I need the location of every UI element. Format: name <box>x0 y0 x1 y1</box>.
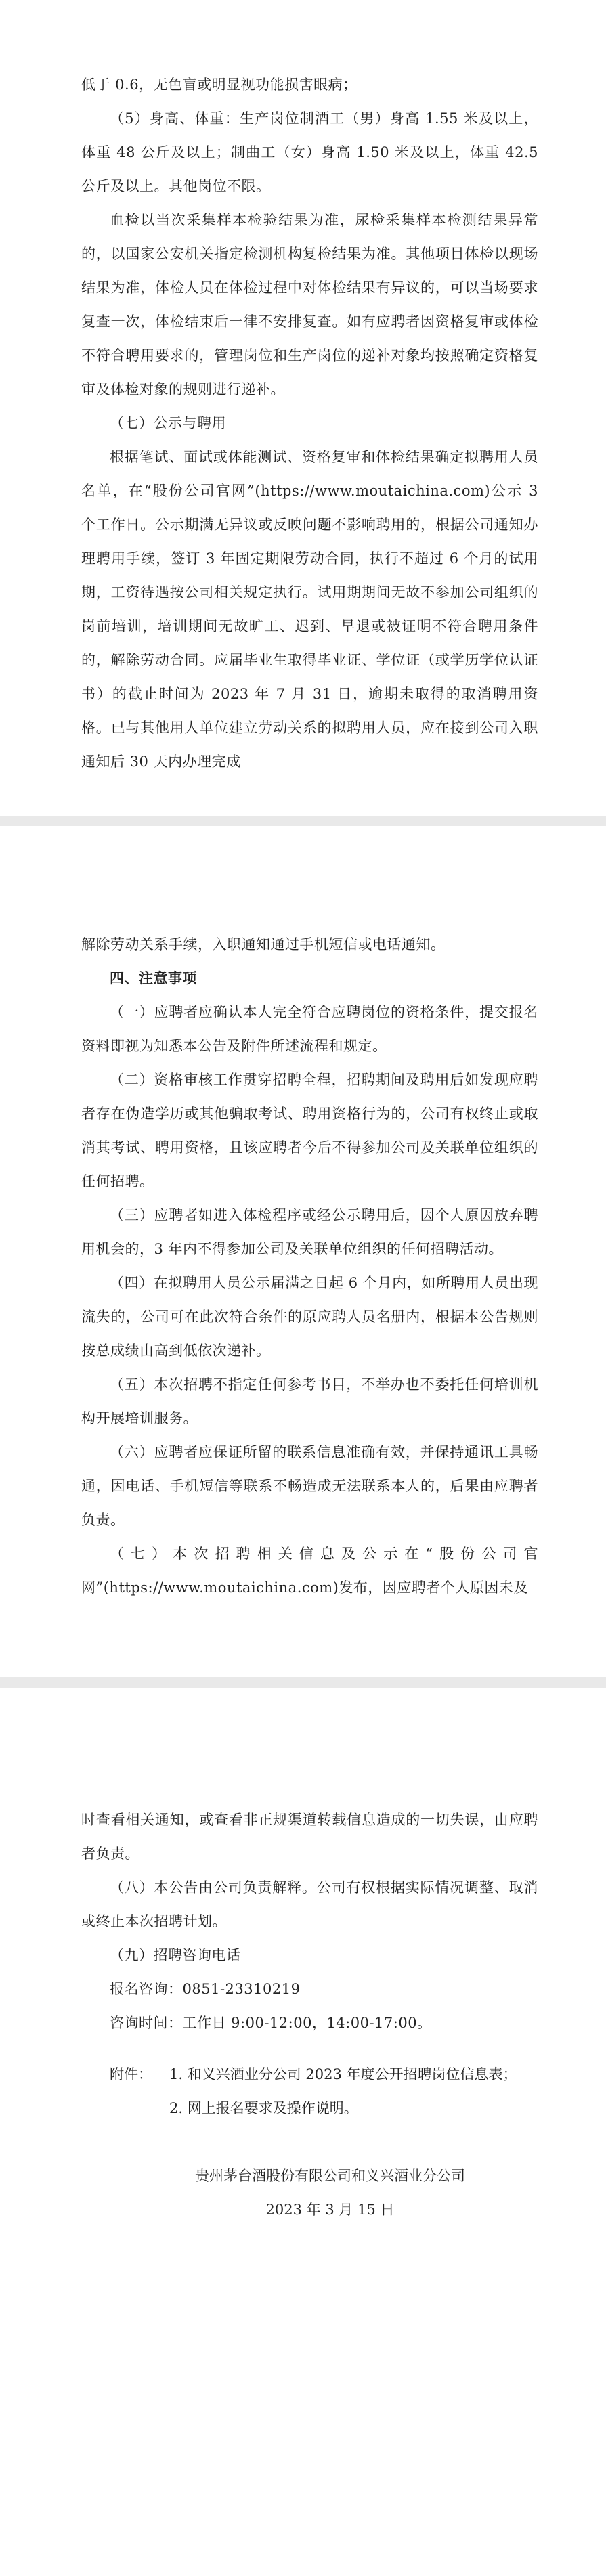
paragraph: 解除劳动关系手续，入职通知通过手机短信或电话通知。 <box>81 936 446 953</box>
contact-phone: 报名咨询：0851-23310219 <box>110 1981 301 1997</box>
paragraph: （八）本公告由公司负责解释。公司有权根据实际情况调整、取消或终止本次招聘计划。 <box>81 1879 538 1929</box>
paragraph: 根据笔试、面试或体能测试、资格复审和体检结果确定拟聘用人员名单，在“股份公司官网”(https://www.moutaichina.com)公示 3 个工作日。公示期满无异议或反映问题不影响聘用的，根据公司通知办理聘用手续，签订 3 年固定期限劳动合同，执行不超过 6 个月的试用期，工资待遇按公司相关规定执行。试用期期间无故不参加公司组织的岗前培训，培训期间无故旷工、迟到、早退或被证明不符合聘用条件的，解除劳动合同。应届毕业生取得毕业证、学位证（或学历学位认证书）的截止时间为 2023 年 7 月 31 日，逾期未取得的取消聘用资格。已与其他用人单位建立劳动关系的拟聘用人员，应在接到公司入职通知后 30 天内办理完成 <box>81 449 538 770</box>
paragraph: （五）本次招聘不指定任何参考书目，不举办也不委托任何培训机构开展培训服务。 <box>81 1376 538 1426</box>
attachments-label: 附件： <box>110 2066 152 2082</box>
attachments <box>81 2057 538 2125</box>
paragraph: （四）在拟聘用人员公示届满之日起 6 个月内，如所聘用人员出现流失的，公司可在此次符合条件的原应聘人员名册内，根据本公告规则按总成绩由高到低依次递补。 <box>81 1275 538 1359</box>
paragraph: （一）应聘者应确认本人完全符合应聘岗位的资格条件，提交报名资料即视为知悉本公告及附件所述流程和规定。 <box>81 1004 538 1054</box>
paragraph: （5）身高、体重：生产岗位制酒工（男）身高 1.55 米及以上，体重 48 公斤及以上；制曲工（女）身高 1.50 米及以上，体重 42.5 公斤及以上。其他岗位不限。 <box>81 110 538 194</box>
signature-organization: 贵州茅台酒股份有限公司和义兴酒业分公司 <box>195 2168 465 2184</box>
contact-hours: 咨询时间：工作日 9:00-12:00，14:00-17:00。 <box>110 2015 432 2031</box>
document-page-3 <box>0 1688 606 2576</box>
section-subheading: （七）公示与聘用 <box>110 415 226 431</box>
paragraph: 低于 0.6，无色盲或明显视功能损害眼病； <box>81 77 358 93</box>
paragraph: 血检以当次采集样本检验结果为准，尿检采集样本检测结果异常的，以国家公安机关指定检测机构复检结果为准。其他项目体检以现场结果为准，体检人员在体检过程中对体检结果有异议的，可以当场要求复查一次，体检结束后一律不安排复查。如有应聘者因资格复审或体检不符合聘用要求的，管理岗位和生产岗位的递补对象均按照确定资格复审及体检对象的规则进行递补。 <box>81 212 538 397</box>
section-subheading: （九）招聘咨询电话 <box>110 1947 241 1963</box>
paragraph: （三）应聘者如进入体检程序或经公示聘用后，因个人原因放弃聘用机会的，3 年内不得参加公司及关联单位组织的任何招聘活动。 <box>81 1207 538 1257</box>
signature-date: 2023 年 3 月 15 日 <box>265 2202 395 2218</box>
document-page-2 <box>0 826 606 1677</box>
paragraph: （六）应聘者应保证所留的联系信息准确有效，并保持通讯工具畅通，因电话、手机短信等联系不畅造成无法联系本人的，后果由应聘者负责。 <box>81 1444 538 1528</box>
paragraph: 时查看相关通知，或查看非正规渠道转载信息造成的一切失误，由应聘者负责。 <box>81 1812 538 1862</box>
attachment-item: 2. 网上报名要求及操作说明。 <box>169 2100 358 2116</box>
document-page-1 <box>0 0 606 816</box>
paragraph: （七）本次招聘相关信息及公示在“股份公司官网”(https://www.moutaichina.com)发布，因应聘者个人原因未及 <box>81 1546 538 1596</box>
attachment-item: 1. 和义兴酒业分公司 2023 年度公开招聘岗位信息表； <box>169 2066 517 2082</box>
section-heading: 四、注意事项 <box>110 970 197 986</box>
paragraph: （二）资格审核工作贯穿招聘全程，招聘期间及聘用后如发现应聘者存在伪造学历或其他骗取考试、聘用资格行为的，公司有权终止或取消其考试、聘用资格，且该应聘者今后不得参加公司及关联单位组织的任何招聘。 <box>81 1072 538 1189</box>
